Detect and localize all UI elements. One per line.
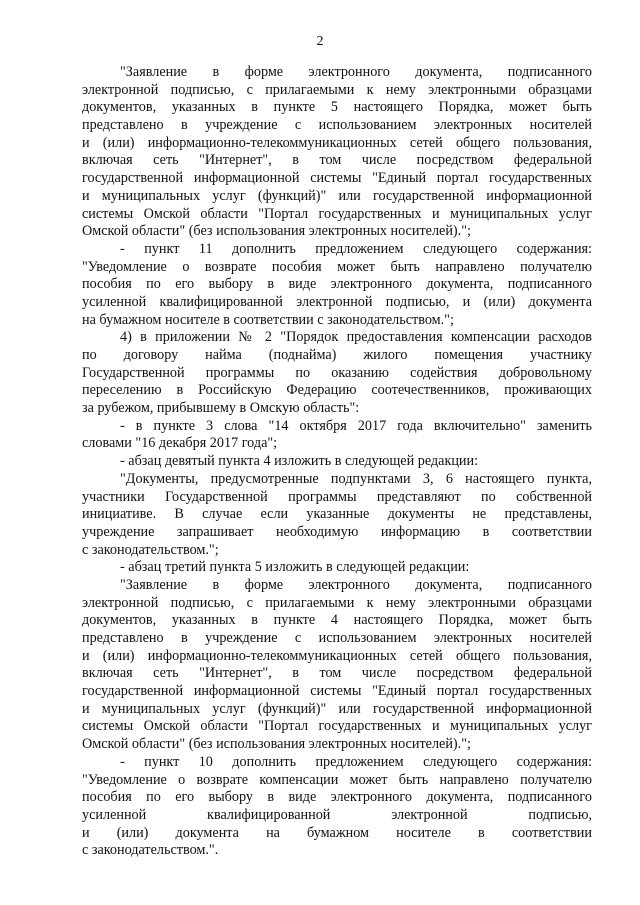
text-line: с законодательством.".	[82, 842, 219, 859]
text-line: - абзац девятый пункта 4 изложить в следующей редакции:	[120, 453, 479, 470]
text-line: и муниципальных услуг (функций)" или государственной информационной	[82, 187, 592, 204]
text-line: "Заявление в форме электронного документа, подписанного	[120, 64, 592, 80]
text-line: государственной информационной системы "Единый портал государственных	[82, 170, 592, 187]
text-line: по договору найма (поднайма) жилого помещения участнику	[82, 347, 592, 363]
text-line: системы Омской области "Портал государственных и муниципальных услуг	[82, 205, 592, 222]
document-body	[82, 64, 592, 860]
text-line: - пункт 11 дополнить предложением следующего содержания:	[120, 240, 592, 257]
text-line: на бумажном носителе в соответствии с законодательством.";	[82, 311, 454, 328]
text-line: включая сеть "Интернет", в том числе посредством федеральной	[82, 665, 592, 682]
text-line: и (или) информационно-телекоммуникационных сетей общего пользования,	[82, 647, 592, 664]
text-line: представлено в учреждение с использованием электронных носителей	[82, 117, 592, 134]
text-line: включая сеть "Интернет", в том числе посредством федеральной	[82, 152, 592, 169]
text-line: инициативе. В случае если указанные документы не представлены,	[82, 506, 592, 523]
text-line: государственной информационной системы "Единый портал государственных	[82, 683, 592, 700]
text-line: переселению в Российскую Федерацию соотечественников, проживающих	[82, 382, 592, 399]
text-line: Государственной программы по оказанию содействия добровольному	[82, 364, 592, 381]
text-line: пособия по его выбору в виде электронного документа, подписанного	[82, 276, 592, 293]
text-line: документов, указанных в пункте 5 настоящего Порядка, может быть	[82, 99, 592, 116]
text-line: пособия по его выбору в виде электронного документа, подписанного	[82, 789, 592, 806]
text-line: и (или) информационно-телекоммуникационных сетей общего пользования,	[82, 134, 592, 151]
text-line: усиленной квалифицированной электронной подписью,	[82, 806, 592, 823]
text-line: словами "16 декабря 2017 года";	[82, 435, 278, 452]
text-line: за рубежом, прибывшему в Омскую область":	[82, 400, 360, 417]
text-line: "Уведомление о возврате пособия может быть направлено получателю	[82, 258, 592, 275]
text-line: и (или) документа на бумажном носителе в соответствии	[82, 824, 592, 841]
text-line: Омской области" (без использования электронных носителей).";	[82, 223, 471, 240]
text-line: и муниципальных услуг (функций)" или государственной информационной	[82, 700, 592, 717]
text-line: документов, указанных в пункте 4 настоящего Порядка, может быть	[82, 612, 592, 629]
text-line: электронной подписью, с прилагаемыми к нему электронными образцами	[82, 594, 592, 611]
text-line: представлено в учреждение с использованием электронных носителей	[82, 630, 592, 646]
text-line: "Уведомление о возврате компенсации может быть направлено получателю	[82, 771, 592, 788]
text-line: "Заявление в форме электронного документа, подписанного	[120, 576, 592, 593]
text-line: - абзац третий пункта 5 изложить в следующей редакции:	[120, 559, 470, 576]
text-line: учреждение запрашивает необходимую информацию в соответствии	[82, 523, 592, 540]
text-line: 4) в приложении № 2 "Порядок предоставления компенсации расходов	[120, 329, 592, 346]
text-line: Омской области" (без использования электронных носителей).";	[82, 736, 471, 753]
text-line: системы Омской области "Портал государственных и муниципальных услуг	[82, 718, 592, 735]
text-line: - в пункте 3 слова "14 октября 2017 года включительно" заменить	[120, 417, 592, 434]
text-line: электронной подписью, с прилагаемыми к нему электронными образцами	[82, 81, 592, 98]
text-line: - пункт 10 дополнить предложением следующего содержания:	[120, 753, 592, 770]
text-line: участники Государственной программы представляют по собственной	[82, 488, 592, 505]
text-line: усиленной квалифицированной электронной подписью, и (или) документа	[82, 293, 592, 310]
page-number: 2	[316, 34, 324, 49]
text-line: "Документы, предусмотренные подпунктами 3, 6 настоящего пункта,	[120, 470, 592, 487]
text-line: с законодательством.";	[82, 541, 219, 558]
